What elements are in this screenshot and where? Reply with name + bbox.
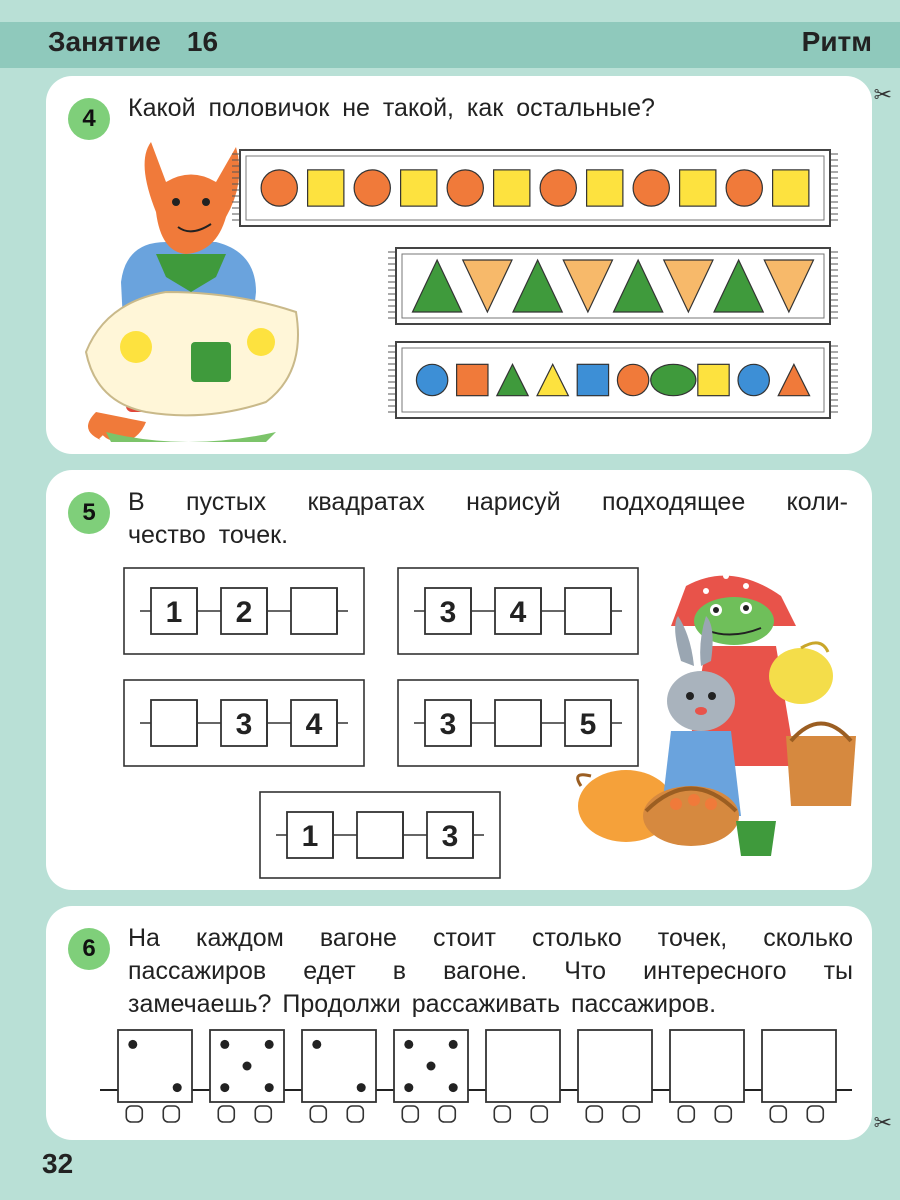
task-4-card [46, 76, 872, 454]
wheel [678, 1106, 694, 1122]
rug-shape-circle [617, 364, 648, 395]
page-header [0, 22, 900, 68]
task-number-badge: 4 [68, 98, 110, 140]
empty-box[interactable] [151, 700, 197, 746]
number-chain [124, 680, 364, 766]
passenger-dot [265, 1083, 274, 1092]
rug-shape-square [587, 170, 623, 206]
rug-shape-circle [416, 364, 447, 395]
rug-shape-circle [447, 170, 483, 206]
rug-shape-circle [261, 170, 297, 206]
rug-shape-circle [633, 170, 669, 206]
empty-box[interactable] [291, 588, 337, 634]
number-box [427, 812, 473, 858]
box-number: 3 [439, 596, 457, 629]
wheel [255, 1106, 271, 1122]
wheel [402, 1106, 418, 1122]
wheel [715, 1106, 731, 1122]
rug-1 [232, 150, 838, 226]
passenger-dot [243, 1062, 252, 1071]
rug-shape-circle [738, 364, 769, 395]
rug-shape-square [680, 170, 716, 206]
wheel [218, 1106, 234, 1122]
wagon[interactable] [486, 1030, 560, 1122]
task-6-text-line-2: пассажиров едет в вагоне. Что интересного ты [128, 957, 853, 985]
wagon [394, 1030, 468, 1122]
task-6-text-line-3: замечаешь? Продолжи рассаживать пассажиров. [128, 990, 717, 1018]
passenger-dot [265, 1040, 274, 1049]
passenger-dot [427, 1062, 436, 1071]
passenger-dot [220, 1040, 229, 1049]
number-box [151, 588, 197, 634]
rug-shape-ellipse [651, 364, 696, 395]
frog-and-bunny-illustration [566, 566, 866, 886]
wheel [347, 1106, 363, 1122]
number-box [425, 588, 471, 634]
number-box [221, 700, 267, 746]
lesson-label: Занятие [48, 26, 161, 57]
rug-shape-square [401, 170, 437, 206]
rug-shape-square [698, 364, 729, 395]
box-number: 4 [509, 596, 527, 629]
number-box [495, 588, 541, 634]
rug-shape-square [577, 364, 608, 395]
rug-shape-square [457, 364, 488, 395]
wagon[interactable] [578, 1030, 652, 1122]
rug-shape-square [308, 170, 344, 206]
wagon [302, 1030, 376, 1122]
passenger-dot [173, 1083, 182, 1092]
passenger-dot [312, 1040, 321, 1049]
number-box [287, 812, 333, 858]
number-chain [260, 792, 500, 878]
lesson-number: 16 [186, 26, 219, 57]
empty-box[interactable] [357, 812, 403, 858]
task-6-card [46, 906, 872, 1140]
wheel [494, 1106, 510, 1122]
box-number: 4 [305, 708, 323, 741]
task-number-badge: 6 [68, 928, 110, 970]
passenger-dot [449, 1083, 458, 1092]
passenger-dot [449, 1040, 458, 1049]
empty-box[interactable] [495, 700, 541, 746]
passenger-dot [357, 1083, 366, 1092]
rug-3 [388, 342, 838, 418]
task-5-text-line-2: чество точек. [128, 521, 289, 549]
task-number-badge: 5 [68, 492, 110, 534]
scissors-icon: ✂ [873, 1110, 892, 1135]
box-number: 3 [439, 708, 457, 741]
passenger-dot [404, 1083, 413, 1092]
box-number: 3 [441, 820, 459, 853]
number-box [291, 700, 337, 746]
wheel [807, 1106, 823, 1122]
wheel [126, 1106, 142, 1122]
wheel [586, 1106, 602, 1122]
rug-shape-circle [540, 170, 576, 206]
number-box [425, 700, 471, 746]
task-5-card [46, 470, 872, 890]
wagon[interactable] [762, 1030, 836, 1122]
passenger-dot [220, 1083, 229, 1092]
rug-shape-square [773, 170, 809, 206]
passenger-dot [404, 1040, 413, 1049]
wheel [163, 1106, 179, 1122]
box-number: 5 [579, 708, 597, 741]
wheel [439, 1106, 455, 1122]
rug-shape-square [494, 170, 530, 206]
wagon [118, 1030, 192, 1122]
box-number: 2 [235, 596, 253, 629]
wheel [623, 1106, 639, 1122]
train [46, 906, 872, 1140]
box-number: 3 [235, 708, 253, 741]
task-5-text-line-1: В пустых квадратах нарисуй подходящее коли- [128, 488, 848, 516]
wagon[interactable] [670, 1030, 744, 1122]
box-number: 1 [301, 820, 319, 853]
passenger-dot [128, 1040, 137, 1049]
page-number: 32 [42, 1148, 74, 1179]
task-4-text: Какой половичок не такой, как остальные? [128, 94, 655, 122]
wheel [531, 1106, 547, 1122]
number-chain [124, 568, 364, 654]
lesson-title [48, 26, 218, 58]
wheel [770, 1106, 786, 1122]
rug-2 [388, 248, 838, 324]
rug-shape-circle [726, 170, 762, 206]
rugs-area [230, 140, 850, 440]
scissors-icon: ✂ [873, 82, 892, 107]
wheel [310, 1106, 326, 1122]
wagon [210, 1030, 284, 1122]
number-box [221, 588, 267, 634]
box-number: 1 [165, 596, 183, 629]
topic-title: Ритм [801, 26, 872, 57]
task-6-text-line-1: На каждом вагоне стоит столько точек, сколько [128, 924, 853, 952]
rug-shape-circle [354, 170, 390, 206]
